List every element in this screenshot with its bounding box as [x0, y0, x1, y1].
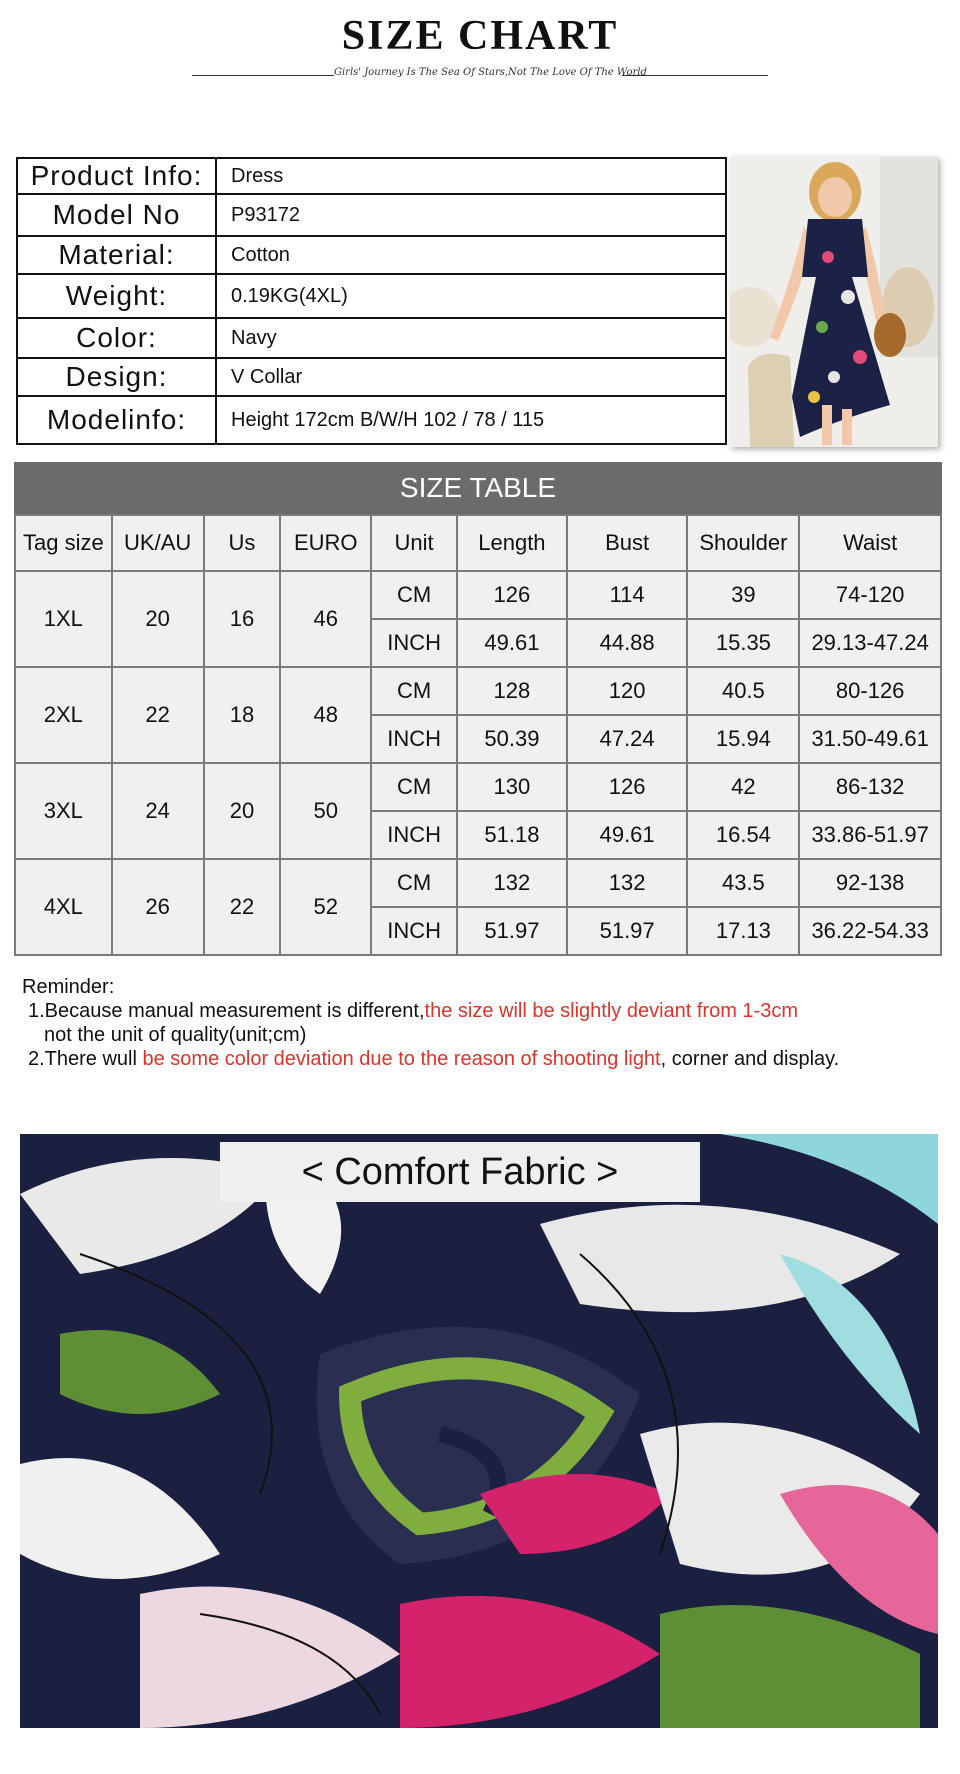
euro-size-cell: 46	[280, 571, 371, 667]
shoulder-cell: 15.94	[687, 715, 799, 763]
reminder-line-1b: not the unit of quality(unit;cm)	[44, 1024, 307, 1046]
page-subtitle: Girls' Journey Is The Sea Of Stars,Not The Love Of The World	[334, 67, 647, 78]
uk-size-cell: 26	[112, 859, 204, 955]
unit-cell: INCH	[371, 811, 457, 859]
length-cell: 130	[457, 763, 567, 811]
info-label: Modelinfo:	[17, 396, 216, 444]
divider-left	[192, 75, 334, 76]
column-header: UK/AU	[112, 515, 204, 571]
unit-cell: CM	[371, 859, 457, 907]
shoulder-cell: 17.13	[687, 907, 799, 955]
tag-size-cell: 2XL	[15, 667, 112, 763]
unit-cell: INCH	[371, 619, 457, 667]
waist-cell: 80-126	[799, 667, 941, 715]
reminder-text: 1.Because manual measurement is different,	[28, 1000, 425, 1022]
euro-size-cell: 48	[280, 667, 371, 763]
model-illustration	[730, 157, 938, 447]
shoulder-cell: 42	[687, 763, 799, 811]
divider-right	[622, 75, 768, 76]
column-header: Length	[457, 515, 567, 571]
table-row	[15, 859, 941, 907]
info-value: Cotton	[216, 236, 726, 274]
info-label: Weight:	[17, 274, 216, 318]
reminder-text: 2.There wull	[28, 1048, 143, 1070]
bust-cell: 51.97	[567, 907, 688, 955]
us-size-cell: 22	[204, 859, 281, 955]
info-row	[17, 158, 726, 194]
bust-cell: 132	[567, 859, 688, 907]
reminder-line-2	[22, 1047, 942, 1071]
table-row	[15, 571, 941, 619]
info-row	[17, 318, 726, 358]
waist-cell: 36.22-54.33	[799, 907, 941, 955]
page-title: SIZE CHART	[341, 13, 619, 59]
column-header: Bust	[567, 515, 688, 571]
bust-cell: 126	[567, 763, 688, 811]
uk-size-cell: 24	[112, 763, 204, 859]
shoulder-cell: 16.54	[687, 811, 799, 859]
info-row	[17, 274, 726, 318]
fabric-illustration	[20, 1134, 938, 1728]
info-value: Dress	[216, 158, 726, 194]
reminder-text: , corner and display.	[660, 1048, 840, 1070]
tag-size-cell: 1XL	[15, 571, 112, 667]
waist-cell: 74-120	[799, 571, 941, 619]
uk-size-cell: 20	[112, 571, 204, 667]
shoulder-cell: 39	[687, 571, 799, 619]
table-row	[15, 763, 941, 811]
info-row	[17, 194, 726, 236]
length-cell: 50.39	[457, 715, 567, 763]
product-info-table	[16, 157, 727, 445]
unit-cell: CM	[371, 571, 457, 619]
column-header: Unit	[371, 515, 457, 571]
unit-cell: INCH	[371, 715, 457, 763]
waist-cell: 86-132	[799, 763, 941, 811]
reminder-title: Reminder:	[22, 976, 115, 998]
info-row	[17, 358, 726, 396]
info-label: Color:	[17, 318, 216, 358]
info-value: 0.19KG(4XL)	[216, 274, 726, 318]
waist-cell: 92-138	[799, 859, 941, 907]
size-table	[14, 514, 942, 956]
fabric-photo	[20, 1134, 938, 1728]
bust-cell: 44.88	[567, 619, 688, 667]
us-size-cell: 16	[204, 571, 281, 667]
euro-size-cell: 52	[280, 859, 371, 955]
info-row	[17, 396, 726, 444]
unit-cell: CM	[371, 667, 457, 715]
info-value: V Collar	[216, 358, 726, 396]
info-row	[17, 236, 726, 274]
reminder-line-1	[22, 999, 942, 1023]
info-value: Navy	[216, 318, 726, 358]
tag-size-cell: 3XL	[15, 763, 112, 859]
info-label: Material:	[17, 236, 216, 274]
us-size-cell: 20	[204, 763, 281, 859]
length-cell: 49.61	[457, 619, 567, 667]
subtitle-row	[0, 66, 960, 86]
length-cell: 132	[457, 859, 567, 907]
info-label: Model No	[17, 194, 216, 236]
bust-cell: 49.61	[567, 811, 688, 859]
reminder-highlight: the size will be slightly deviant from 1-3cm	[424, 1000, 798, 1022]
column-header: Waist	[799, 515, 941, 571]
fabric-label: < Comfort Fabric >	[220, 1142, 700, 1202]
column-header: EURO	[280, 515, 371, 571]
info-label: Design:	[17, 358, 216, 396]
size-table-title: SIZE TABLE	[14, 462, 942, 514]
unit-cell: INCH	[371, 907, 457, 955]
reminder-highlight: be some color deviation due to the reason of shooting light	[142, 1048, 661, 1070]
uk-size-cell: 22	[112, 667, 204, 763]
info-value: Height 172cm B/W/H 102 / 78 / 115	[216, 396, 726, 444]
euro-size-cell: 50	[280, 763, 371, 859]
shoulder-cell: 43.5	[687, 859, 799, 907]
reminder-block	[22, 975, 942, 1071]
tag-size-cell: 4XL	[15, 859, 112, 955]
info-label: Product Info:	[17, 158, 216, 194]
size-table-header-row	[15, 515, 941, 571]
waist-cell: 33.86-51.97	[799, 811, 941, 859]
info-value: P93172	[216, 194, 726, 236]
length-cell: 128	[457, 667, 567, 715]
length-cell: 51.18	[457, 811, 567, 859]
bust-cell: 120	[567, 667, 688, 715]
length-cell: 51.97	[457, 907, 567, 955]
column-header: Tag size	[15, 515, 112, 571]
table-row	[15, 667, 941, 715]
length-cell: 126	[457, 571, 567, 619]
bust-cell: 47.24	[567, 715, 688, 763]
waist-cell: 31.50-49.61	[799, 715, 941, 763]
column-header: Us	[204, 515, 281, 571]
waist-cell: 29.13-47.24	[799, 619, 941, 667]
bust-cell: 114	[567, 571, 688, 619]
column-header: Shoulder	[687, 515, 799, 571]
unit-cell: CM	[371, 763, 457, 811]
model-photo	[730, 157, 938, 447]
shoulder-cell: 40.5	[687, 667, 799, 715]
us-size-cell: 18	[204, 667, 281, 763]
shoulder-cell: 15.35	[687, 619, 799, 667]
